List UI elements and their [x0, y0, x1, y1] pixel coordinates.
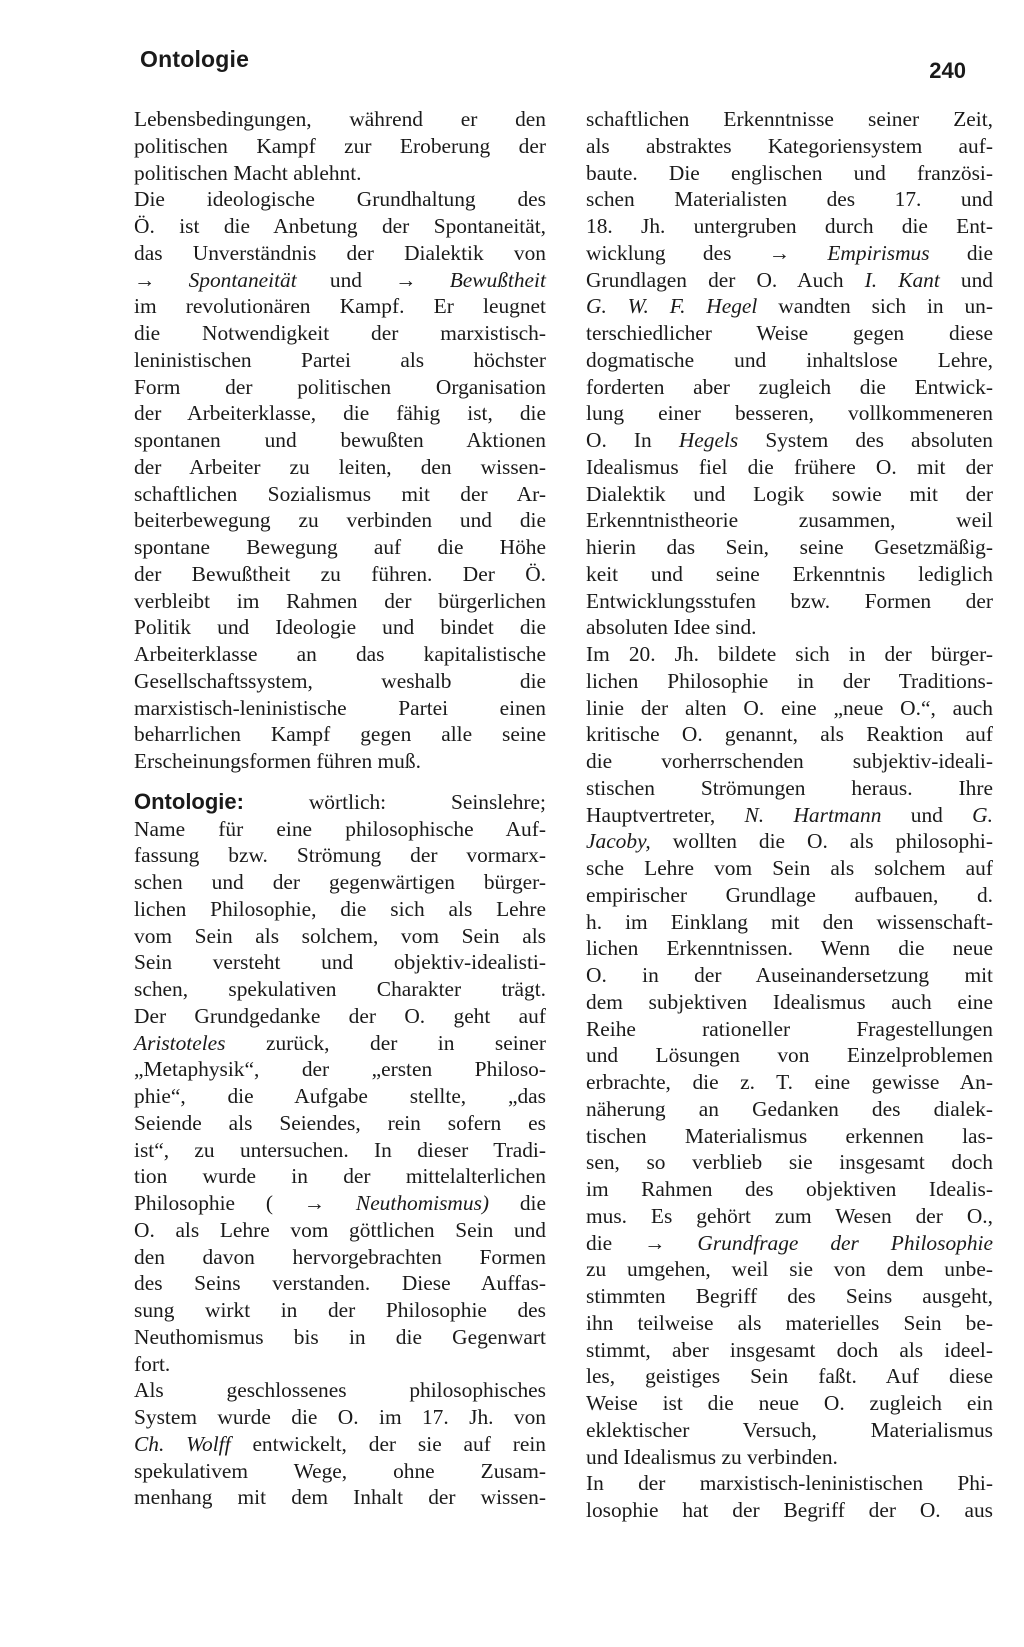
text-line: Lebensbedingungen, während er den — [134, 107, 546, 131]
text-line: zu umgehen, weil sie von dem unbe- — [586, 1257, 993, 1282]
text-line: spontanen und bewußten Aktionen — [134, 428, 546, 452]
text-line: Aristoteles zurück, der in seiner — [134, 1030, 546, 1055]
text-line: verbleibt im Rahmen der bürgerlichen — [134, 588, 546, 613]
text-line: marxistisch-leninistische Partei einen — [134, 695, 546, 720]
text-line: kritische O. genannt, als Reaktion auf — [586, 722, 993, 747]
text-line: politischen Macht ablehnt. — [134, 160, 362, 185]
entry-lemma: Ontologie: — [134, 788, 244, 814]
running-head: Ontologie — [140, 46, 250, 72]
text-line: dogmatische und inhaltslose Lehre, — [586, 347, 993, 372]
text-line: G. W. F. Hegel wandten sich in un- — [586, 294, 993, 319]
text-line: leninistischen Partei als höchster — [134, 347, 546, 372]
text-line: spontane Bewegung auf die Höhe — [134, 535, 546, 559]
text-line: politischen Kampf zur Eroberung der — [134, 133, 546, 158]
text-line: stimmten Begriff des Seins ausgeht, — [586, 1284, 993, 1308]
text-line: menhang mit dem Inhalt der wissen- — [134, 1485, 546, 1510]
text-line: Dialektik und Logik sowie mit der — [586, 481, 993, 506]
text-line: empirischer Grundlage aufbauen, d. — [586, 882, 993, 907]
person-name: Aristoteles — [134, 1030, 226, 1055]
cross-reference-link[interactable]: Grundfrage der Philosophie — [697, 1230, 993, 1255]
text-line: Grundlagen der O. Auch I. Kant und — [586, 267, 993, 292]
text-line: sen, so verblieb sie insgesamt doch — [586, 1150, 993, 1175]
right-column — [586, 106, 993, 1524]
text-line: O. In Hegels System des absoluten — [586, 428, 993, 452]
left-column — [134, 106, 546, 1511]
arrow-icon: → — [134, 267, 156, 292]
text-line: mus. Es gehört zum Wesen der O., — [586, 1203, 993, 1228]
text-line: schen und der gegenwärtigen bürger- — [134, 870, 546, 894]
text-line: Weise ist die neue O. zugleich ein — [586, 1391, 993, 1415]
text-line: Philosophie ( → Neuthomismus) die — [134, 1191, 546, 1215]
entry-first-line: Ontologie: wörtlich: Seinslehre; — [134, 788, 546, 814]
text-line: phie“, die Aufgabe stellte, „das — [134, 1084, 546, 1108]
cross-reference-link[interactable]: Neuthomismus) — [355, 1191, 490, 1215]
cross-reference-link[interactable]: Spontaneität — [188, 267, 297, 292]
text-line: beharrlichen Kampf gegen alle seine — [134, 722, 546, 747]
text-line: tion wurde in der mittelalterlichen — [134, 1164, 546, 1189]
text-line: → Spontaneität und → Bewußtheit — [134, 267, 546, 292]
text-line: und Idealismus zu verbinden. — [586, 1444, 838, 1469]
text-line: der Bewußtheit zu führen. Der Ö. — [134, 561, 546, 586]
page-number: 240 — [929, 58, 966, 83]
text-line: O. als Lehre vom göttlichen Sein und — [134, 1217, 546, 1242]
text-line: losophie hat der Begriff der O. aus — [586, 1498, 993, 1522]
text-line: im revolutionären Kampf. Er leugnet — [134, 294, 546, 319]
text-line: die vorherrschenden subjektiv-ideali- — [586, 749, 993, 773]
text-line: das Unverständnis der Dialektik von — [134, 240, 546, 265]
text-line: terschiedlicher Weise gegen diese — [586, 321, 993, 345]
text-line: als abstraktes Kategoriensystem auf- — [586, 133, 993, 158]
arrow-icon: → — [303, 1191, 326, 1215]
cross-reference-link[interactable]: Empirismus — [827, 240, 930, 265]
person-name: I. Kant — [864, 267, 940, 292]
text-line: Reihe rationeller Fragestellungen — [586, 1016, 993, 1041]
text-line: Im 20. Jh. bildete sich in der bürger- — [586, 642, 993, 666]
text-line: hierin das Sein, seine Gesetzmäßig- — [586, 535, 993, 559]
text-line: absoluten Idee sind. — [586, 615, 757, 640]
arrow-icon: → — [644, 1230, 666, 1255]
text-line: Jacoby, wollten die O. als philosophi- — [586, 829, 993, 854]
text-line: Gesellschaftssystem, weshalb die — [134, 668, 546, 693]
text-line: des Seins verstanden. Diese Auffas- — [134, 1271, 546, 1296]
text-line: Idealismus fiel die frühere O. mit der — [586, 454, 993, 479]
text-line: Neuthomismus bis in die Gegenwart — [134, 1324, 546, 1349]
arrow-icon: → — [395, 267, 417, 292]
text-line: schaftlichen Sozialismus mit der Ar- — [134, 481, 546, 506]
text-line: Ö. ist die Anbetung der Spontaneität, — [134, 214, 546, 238]
text-line: linie der alten O. eine „neue O.“, auch — [586, 695, 993, 720]
text-line: baute. Die englischen und französi- — [586, 160, 993, 185]
person-name: Hegels — [678, 428, 739, 452]
text-line: O. in der Auseinandersetzung mit — [586, 963, 993, 987]
text-line: dem subjektiven Idealismus auch eine — [586, 989, 993, 1014]
person-name: Jacoby, — [586, 829, 651, 854]
text-line: wicklung des → Empirismus die — [586, 240, 993, 265]
text-line: Seiende als Seiendes, rein sofern es — [134, 1110, 546, 1135]
text-line: fassung bzw. Strömung der vormarx- — [134, 843, 546, 868]
person-name: G. W. F. Hegel — [586, 294, 758, 319]
text-line: schen, spekulativen Charakter trägt. — [134, 977, 546, 1001]
text-line: 18. Jh. untergruben durch die Ent- — [586, 214, 993, 238]
text-line: Die ideologische Grundhaltung des — [134, 187, 546, 212]
text-line: erbrachte, die z. T. eine gewisse An- — [586, 1070, 993, 1094]
text-line: ist“, zu untersuchen. In dieser Tradi- — [134, 1137, 546, 1162]
text-line: Politik und Ideologie und bindet die — [134, 615, 546, 640]
text-line: lichen Erkenntnissen. Wenn die neue — [586, 936, 993, 961]
text-line: System wurde die O. im 17. Jh. von — [134, 1405, 546, 1429]
text-line: Erkenntnistheorie zusammen, weil — [586, 508, 993, 533]
text-line: den davon hervorgebrachten Formen — [134, 1244, 546, 1269]
text-line: Sein versteht und objektiv-idealisti- — [134, 950, 546, 975]
text-line: Als geschlossenes philosophisches — [134, 1378, 546, 1403]
text-line: und Lösungen von Einzelproblemen — [586, 1043, 993, 1068]
text-line: näherung an Gedanken des dialek- — [586, 1096, 993, 1121]
text-line: „Metaphysik“, der „ersten Philoso- — [134, 1057, 546, 1082]
text-line: forderten aber zugleich die Entwick- — [586, 374, 993, 399]
text-line: lung einer besseren, vollkommeneren — [586, 401, 993, 426]
text-line: In der marxistisch-leninistischen Phi- — [586, 1471, 993, 1496]
text-line: sung wirkt in der Philosophie des — [134, 1298, 546, 1322]
text-line: Arbeiterklasse an das kapitalistische — [134, 642, 546, 666]
text-line: h. im Einklang mit den wissenschaft- — [586, 909, 993, 934]
text-line: sche Lehre vom Sein als solchem auf — [586, 856, 993, 880]
person-name: N. Hartmann — [744, 802, 882, 827]
text-line: Name für eine philosophische Auf- — [134, 816, 546, 841]
text-line: Erscheinungsformen führen muß. — [134, 749, 421, 773]
text-line: Form der politischen Organisation — [134, 374, 546, 399]
text-line: eklektischer Versuch, Materialismus — [586, 1417, 993, 1442]
text-line: lichen Philosophie in der Traditions- — [586, 668, 993, 693]
text-line: les, geistiges Sein faßt. Auf diese — [586, 1364, 993, 1389]
text-line: schaftlichen Erkenntnisse seiner Zeit, — [586, 107, 993, 131]
text-line: die Notwendigkeit der marxistisch- — [134, 321, 546, 345]
text-line: Der Grundgedanke der O. geht auf — [134, 1003, 546, 1028]
text-line: tischen Materialismus erkennen las- — [586, 1123, 993, 1148]
text-line: keit und seine Erkenntnis lediglich — [586, 561, 993, 586]
cross-reference-link[interactable]: Bewußtheit — [449, 267, 546, 292]
person-name: Ch. Wolff — [134, 1431, 231, 1456]
text-line: Entwicklungsstufen bzw. Formen der — [586, 588, 993, 613]
text-line: ihn teilweise als materielles Sein be- — [586, 1310, 993, 1335]
page-header — [140, 46, 994, 86]
text-line: stischen Strömungen heraus. Ihre — [586, 775, 993, 800]
text-line: stimmt, aber insgesamt doch als ideel- — [586, 1337, 993, 1362]
text-line: lichen Philosophie, die sich als Lehre — [134, 896, 546, 921]
arrow-icon: → — [768, 240, 791, 265]
person-name: G. — [972, 802, 993, 827]
text-line: der Arbeiter zu leiten, den wissen- — [134, 454, 546, 479]
text-line: Hauptvertreter, N. Hartmann und G. — [586, 802, 993, 827]
text-line: beiterbewegung zu verbinden und die — [134, 508, 546, 533]
text-line: der Arbeiterklasse, die fähig ist, die — [134, 401, 546, 426]
text-line: spekulativem Wege, ohne Zusam- — [134, 1458, 546, 1483]
text-line: Ch. Wolff entwickelt, der sie auf rein — [134, 1431, 546, 1456]
text-line: fort. — [134, 1351, 171, 1376]
text-line: schen Materialisten des 17. und — [586, 187, 993, 212]
text-line: im Rahmen des objektiven Idealis- — [586, 1177, 993, 1201]
text-line: die → Grundfrage der Philosophie — [586, 1230, 993, 1255]
text-line: vom Sein als solchem, vom Sein als — [134, 923, 546, 948]
